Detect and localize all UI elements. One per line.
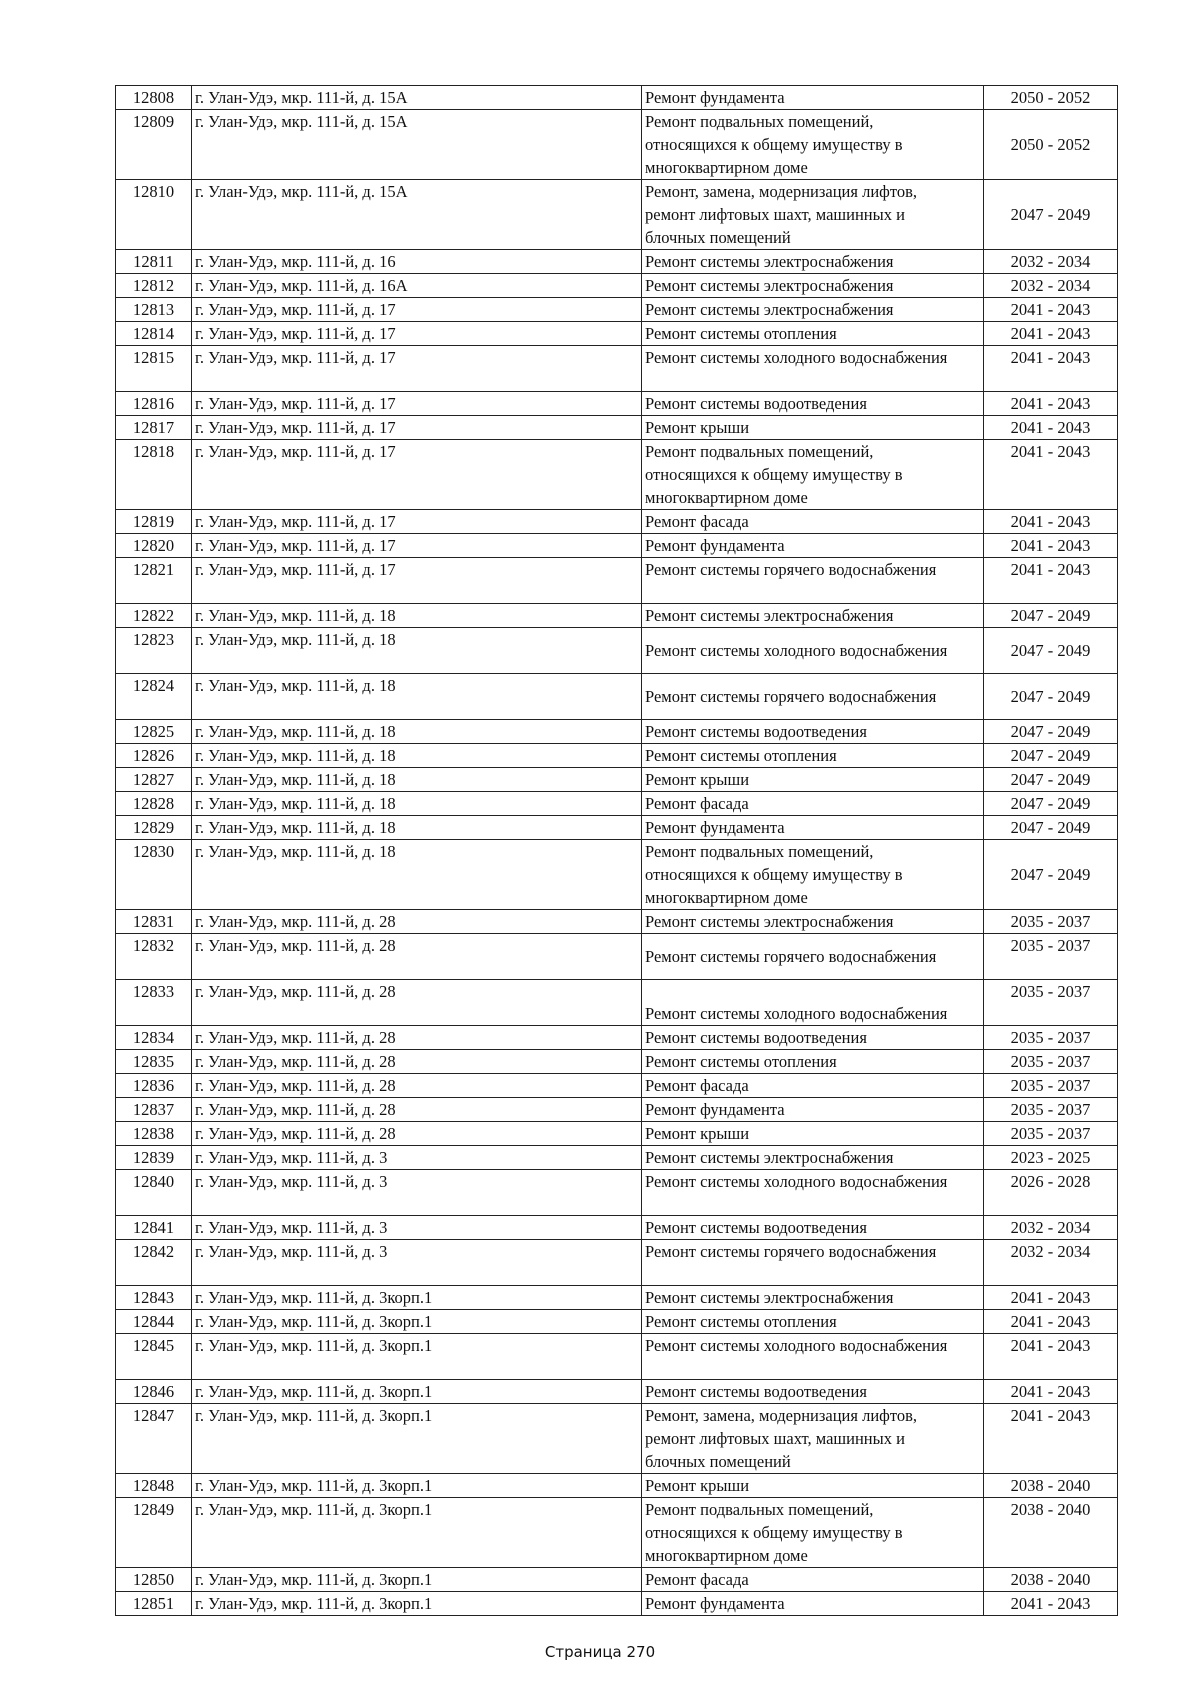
row-number-cell: 12838 — [116, 1122, 192, 1146]
address-cell: г. Улан-Удэ, мкр. 111-й, д. 28 — [192, 1050, 642, 1074]
row-number-cell: 12810 — [116, 180, 192, 250]
address-cell: г. Улан-Удэ, мкр. 111-й, д. 3корп.1 — [192, 1474, 642, 1498]
period-cell: 2032 - 2034 — [984, 1240, 1118, 1286]
work-type-cell: Ремонт системы холодного водоснабжения — [642, 628, 984, 674]
work-type-cell: Ремонт системы холодного водоснабжения — [642, 346, 984, 392]
address-cell: г. Улан-Удэ, мкр. 111-й, д. 17 — [192, 298, 642, 322]
period-cell: 2041 - 2043 — [984, 1334, 1118, 1380]
address-cell: г. Улан-Удэ, мкр. 111-й, д. 18 — [192, 840, 642, 910]
work-type-cell: Ремонт системы водоотведения — [642, 720, 984, 744]
period-cell: 2047 - 2049 — [984, 674, 1118, 720]
work-type-cell: Ремонт подвальных помещений, относящихся к общему имуществу в многоквартирном доме — [642, 1498, 984, 1568]
row-number-cell: 12823 — [116, 628, 192, 674]
row-number-cell: 12845 — [116, 1334, 192, 1380]
row-number-cell: 12832 — [116, 934, 192, 980]
row-number-cell: 12811 — [116, 250, 192, 274]
row-number-cell: 12830 — [116, 840, 192, 910]
address-cell: г. Улан-Удэ, мкр. 111-й, д. 3корп.1 — [192, 1592, 642, 1616]
address-cell: г. Улан-Удэ, мкр. 111-й, д. 16 — [192, 250, 642, 274]
work-type-cell: Ремонт системы электроснабжения — [642, 274, 984, 298]
row-number-cell: 12842 — [116, 1240, 192, 1286]
work-type-cell: Ремонт системы холодного водоснабжения — [642, 1334, 984, 1380]
table-row — [116, 1380, 1118, 1404]
work-type-cell: Ремонт системы электроснабжения — [642, 910, 984, 934]
work-type-cell: Ремонт фундамента — [642, 816, 984, 840]
address-cell: г. Улан-Удэ, мкр. 111-й, д. 28 — [192, 980, 642, 1026]
work-type-cell: Ремонт фундамента — [642, 1098, 984, 1122]
row-number-cell: 12848 — [116, 1474, 192, 1498]
row-number-cell: 12822 — [116, 604, 192, 628]
table-row — [116, 674, 1118, 720]
work-type-cell: Ремонт системы холодного водоснабжения — [642, 980, 984, 1026]
address-cell: г. Улан-Удэ, мкр. 111-й, д. 28 — [192, 910, 642, 934]
address-cell: г. Улан-Удэ, мкр. 111-й, д. 28 — [192, 1122, 642, 1146]
work-type-cell: Ремонт крыши — [642, 1474, 984, 1498]
row-number-cell: 12831 — [116, 910, 192, 934]
period-cell: 2035 - 2037 — [984, 1122, 1118, 1146]
table-row — [116, 1146, 1118, 1170]
address-cell: г. Улан-Удэ, мкр. 111-й, д. 15А — [192, 86, 642, 110]
row-number-cell: 12814 — [116, 322, 192, 346]
work-type-cell: Ремонт системы горячего водоснабжения — [642, 674, 984, 720]
address-cell: г. Улан-Удэ, мкр. 111-й, д. 18 — [192, 816, 642, 840]
work-type-cell: Ремонт фасада — [642, 1074, 984, 1098]
work-type-cell: Ремонт фундамента — [642, 534, 984, 558]
period-cell: 2041 - 2043 — [984, 346, 1118, 392]
table-row — [116, 416, 1118, 440]
row-number-cell: 12847 — [116, 1404, 192, 1474]
row-number-cell: 12818 — [116, 440, 192, 510]
period-cell: 2041 - 2043 — [984, 558, 1118, 604]
table-row — [116, 816, 1118, 840]
work-type-cell: Ремонт системы электроснабжения — [642, 1146, 984, 1170]
period-cell: 2038 - 2040 — [984, 1474, 1118, 1498]
table-row — [116, 604, 1118, 628]
address-cell: г. Улан-Удэ, мкр. 111-й, д. 17 — [192, 558, 642, 604]
period-cell: 2041 - 2043 — [984, 392, 1118, 416]
address-cell: г. Улан-Удэ, мкр. 111-й, д. 3корп.1 — [192, 1310, 642, 1334]
table-row — [116, 1286, 1118, 1310]
period-cell: 2047 - 2049 — [984, 768, 1118, 792]
work-type-cell: Ремонт системы водоотведения — [642, 392, 984, 416]
work-type-cell: Ремонт фасада — [642, 1568, 984, 1592]
period-cell: 2041 - 2043 — [984, 298, 1118, 322]
address-cell: г. Улан-Удэ, мкр. 111-й, д. 18 — [192, 628, 642, 674]
address-cell: г. Улан-Удэ, мкр. 111-й, д. 16А — [192, 274, 642, 298]
address-cell: г. Улан-Удэ, мкр. 111-й, д. 17 — [192, 346, 642, 392]
address-cell: г. Улан-Удэ, мкр. 111-й, д. 3корп.1 — [192, 1334, 642, 1380]
period-cell: 2041 - 2043 — [984, 1380, 1118, 1404]
address-cell: г. Улан-Удэ, мкр. 111-й, д. 17 — [192, 392, 642, 416]
row-number-cell: 12849 — [116, 1498, 192, 1568]
row-number-cell: 12820 — [116, 534, 192, 558]
period-cell: 2047 - 2049 — [984, 816, 1118, 840]
row-number-cell: 12819 — [116, 510, 192, 534]
table-row — [116, 1498, 1118, 1568]
row-number-cell: 12840 — [116, 1170, 192, 1216]
period-cell: 2035 - 2037 — [984, 910, 1118, 934]
period-cell: 2035 - 2037 — [984, 1098, 1118, 1122]
work-type-cell: Ремонт системы холодного водоснабжения — [642, 1170, 984, 1216]
table-row — [116, 440, 1118, 510]
address-cell: г. Улан-Удэ, мкр. 111-й, д. 28 — [192, 934, 642, 980]
period-cell: 2041 - 2043 — [984, 440, 1118, 510]
period-cell: 2032 - 2034 — [984, 250, 1118, 274]
address-cell: г. Улан-Удэ, мкр. 111-й, д. 28 — [192, 1074, 642, 1098]
period-cell: 2047 - 2049 — [984, 628, 1118, 674]
work-type-cell: Ремонт крыши — [642, 1122, 984, 1146]
table-row — [116, 322, 1118, 346]
work-type-cell: Ремонт фундамента — [642, 1592, 984, 1616]
period-cell: 2041 - 2043 — [984, 1404, 1118, 1474]
period-cell: 2035 - 2037 — [984, 1074, 1118, 1098]
table-row — [116, 274, 1118, 298]
row-number-cell: 12843 — [116, 1286, 192, 1310]
period-cell: 2035 - 2037 — [984, 1026, 1118, 1050]
period-cell: 2041 - 2043 — [984, 1310, 1118, 1334]
address-cell: г. Улан-Удэ, мкр. 111-й, д. 3корп.1 — [192, 1568, 642, 1592]
row-number-cell: 12827 — [116, 768, 192, 792]
table-row — [116, 558, 1118, 604]
work-type-cell: Ремонт фасада — [642, 510, 984, 534]
work-type-cell: Ремонт системы горячего водоснабжения — [642, 558, 984, 604]
period-cell: 2041 - 2043 — [984, 416, 1118, 440]
period-cell: 2041 - 2043 — [984, 534, 1118, 558]
table-row — [116, 1592, 1118, 1616]
work-type-cell: Ремонт подвальных помещений, относящихся к общему имуществу в многоквартирном доме — [642, 110, 984, 180]
period-cell: 2047 - 2049 — [984, 720, 1118, 744]
period-cell: 2032 - 2034 — [984, 1216, 1118, 1240]
period-cell: 2026 - 2028 — [984, 1170, 1118, 1216]
table-row — [116, 180, 1118, 250]
table-row — [116, 1404, 1118, 1474]
row-number-cell: 12817 — [116, 416, 192, 440]
address-cell: г. Улан-Удэ, мкр. 111-й, д. 28 — [192, 1098, 642, 1122]
period-cell: 2047 - 2049 — [984, 180, 1118, 250]
work-type-cell: Ремонт системы горячего водоснабжения — [642, 934, 984, 980]
address-cell: г. Улан-Удэ, мкр. 111-й, д. 15А — [192, 110, 642, 180]
work-type-cell: Ремонт системы электроснабжения — [642, 1286, 984, 1310]
period-cell: 2041 - 2043 — [984, 1592, 1118, 1616]
table-row — [116, 1568, 1118, 1592]
row-number-cell: 12813 — [116, 298, 192, 322]
work-type-cell: Ремонт системы электроснабжения — [642, 298, 984, 322]
work-type-cell: Ремонт системы отопления — [642, 1050, 984, 1074]
address-cell: г. Улан-Удэ, мкр. 111-й, д. 18 — [192, 604, 642, 628]
address-cell: г. Улан-Удэ, мкр. 111-й, д. 18 — [192, 674, 642, 720]
address-cell: г. Улан-Удэ, мкр. 111-й, д. 3корп.1 — [192, 1380, 642, 1404]
row-number-cell: 12808 — [116, 86, 192, 110]
address-cell: г. Улан-Удэ, мкр. 111-й, д. 17 — [192, 416, 642, 440]
period-cell: 2041 - 2043 — [984, 510, 1118, 534]
address-cell: г. Улан-Удэ, мкр. 111-й, д. 3корп.1 — [192, 1286, 642, 1310]
row-number-cell: 12834 — [116, 1026, 192, 1050]
row-number-cell: 12816 — [116, 392, 192, 416]
work-type-cell: Ремонт крыши — [642, 416, 984, 440]
table-row — [116, 768, 1118, 792]
repair-schedule-table — [115, 85, 1118, 1616]
row-number-cell: 12815 — [116, 346, 192, 392]
address-cell: г. Улан-Удэ, мкр. 111-й, д. 15А — [192, 180, 642, 250]
period-cell: 2035 - 2037 — [984, 934, 1118, 980]
table-row — [116, 744, 1118, 768]
row-number-cell: 12809 — [116, 110, 192, 180]
table-row — [116, 392, 1118, 416]
address-cell: г. Улан-Удэ, мкр. 111-й, д. 18 — [192, 792, 642, 816]
period-cell: 2038 - 2040 — [984, 1498, 1118, 1568]
address-cell: г. Улан-Удэ, мкр. 111-й, д. 28 — [192, 1026, 642, 1050]
work-type-cell: Ремонт системы водоотведения — [642, 1026, 984, 1050]
table-row — [116, 840, 1118, 910]
work-type-cell: Ремонт, замена, модернизация лифтов, ремонт лифтовых шахт, машинных и блочных помещений — [642, 180, 984, 250]
address-cell: г. Улан-Удэ, мкр. 111-й, д. 3 — [192, 1146, 642, 1170]
table-row — [116, 110, 1118, 180]
period-cell: 2047 - 2049 — [984, 744, 1118, 768]
table-row — [116, 628, 1118, 674]
table-row — [116, 250, 1118, 274]
row-number-cell: 12837 — [116, 1098, 192, 1122]
table-row — [116, 1026, 1118, 1050]
work-type-cell: Ремонт системы электроснабжения — [642, 250, 984, 274]
address-cell: г. Улан-Удэ, мкр. 111-й, д. 3корп.1 — [192, 1498, 642, 1568]
address-cell: г. Улан-Удэ, мкр. 111-й, д. 3 — [192, 1170, 642, 1216]
work-type-cell: Ремонт системы отопления — [642, 322, 984, 346]
table-row — [116, 980, 1118, 1026]
row-number-cell: 12812 — [116, 274, 192, 298]
row-number-cell: 12846 — [116, 1380, 192, 1404]
work-type-cell: Ремонт фасада — [642, 792, 984, 816]
table-row — [116, 1216, 1118, 1240]
address-cell: г. Улан-Удэ, мкр. 111-й, д. 3корп.1 — [192, 1404, 642, 1474]
table-row — [116, 1098, 1118, 1122]
row-number-cell: 12844 — [116, 1310, 192, 1334]
table-row — [116, 534, 1118, 558]
period-cell: 2038 - 2040 — [984, 1568, 1118, 1592]
address-cell: г. Улан-Удэ, мкр. 111-й, д. 18 — [192, 768, 642, 792]
page-number: Страница 270 — [544, 1643, 656, 1661]
table-row — [116, 1170, 1118, 1216]
period-cell: 2041 - 2043 — [984, 1286, 1118, 1310]
table-row — [116, 86, 1118, 110]
address-cell: г. Улан-Удэ, мкр. 111-й, д. 17 — [192, 510, 642, 534]
table-row — [116, 720, 1118, 744]
period-cell: 2035 - 2037 — [984, 980, 1118, 1026]
table-row — [116, 1050, 1118, 1074]
work-type-cell: Ремонт системы водоотведения — [642, 1216, 984, 1240]
period-cell: 2047 - 2049 — [984, 792, 1118, 816]
row-number-cell: 12833 — [116, 980, 192, 1026]
address-cell: г. Улан-Удэ, мкр. 111-й, д. 17 — [192, 534, 642, 558]
table-row — [116, 510, 1118, 534]
row-number-cell: 12824 — [116, 674, 192, 720]
row-number-cell: 12839 — [116, 1146, 192, 1170]
work-type-cell: Ремонт фундамента — [642, 86, 984, 110]
period-cell: 2050 - 2052 — [984, 110, 1118, 180]
work-type-cell: Ремонт системы отопления — [642, 744, 984, 768]
row-number-cell: 12821 — [116, 558, 192, 604]
table-row — [116, 792, 1118, 816]
address-cell: г. Улан-Удэ, мкр. 111-й, д. 18 — [192, 744, 642, 768]
table-row — [116, 934, 1118, 980]
table-row — [116, 1474, 1118, 1498]
table-row — [116, 910, 1118, 934]
row-number-cell: 12835 — [116, 1050, 192, 1074]
work-type-cell: Ремонт подвальных помещений, относящихся к общему имуществу в многоквартирном доме — [642, 840, 984, 910]
table-row — [116, 298, 1118, 322]
row-number-cell: 12850 — [116, 1568, 192, 1592]
row-number-cell: 12829 — [116, 816, 192, 840]
table-row — [116, 346, 1118, 392]
table-body — [116, 86, 1118, 1616]
period-cell: 2023 - 2025 — [984, 1146, 1118, 1170]
table-row — [116, 1310, 1118, 1334]
period-cell: 2047 - 2049 — [984, 604, 1118, 628]
period-cell: 2032 - 2034 — [984, 274, 1118, 298]
period-cell: 2050 - 2052 — [984, 86, 1118, 110]
work-type-cell: Ремонт системы водоотведения — [642, 1380, 984, 1404]
table-row — [116, 1122, 1118, 1146]
row-number-cell: 12825 — [116, 720, 192, 744]
row-number-cell: 12828 — [116, 792, 192, 816]
table-row — [116, 1074, 1118, 1098]
work-type-cell: Ремонт системы горячего водоснабжения — [642, 1240, 984, 1286]
row-number-cell: 12836 — [116, 1074, 192, 1098]
address-cell: г. Улан-Удэ, мкр. 111-й, д. 17 — [192, 440, 642, 510]
table-row — [116, 1240, 1118, 1286]
period-cell: 2035 - 2037 — [984, 1050, 1118, 1074]
address-cell: г. Улан-Удэ, мкр. 111-й, д. 18 — [192, 720, 642, 744]
row-number-cell: 12826 — [116, 744, 192, 768]
work-type-cell: Ремонт, замена, модернизация лифтов, ремонт лифтовых шахт, машинных и блочных помещений — [642, 1404, 984, 1474]
address-cell: г. Улан-Удэ, мкр. 111-й, д. 3 — [192, 1240, 642, 1286]
work-type-cell: Ремонт системы электроснабжения — [642, 604, 984, 628]
table-row — [116, 1334, 1118, 1380]
address-cell: г. Улан-Удэ, мкр. 111-й, д. 17 — [192, 322, 642, 346]
address-cell: г. Улан-Удэ, мкр. 111-й, д. 3 — [192, 1216, 642, 1240]
period-cell: 2041 - 2043 — [984, 322, 1118, 346]
work-type-cell: Ремонт крыши — [642, 768, 984, 792]
row-number-cell: 12841 — [116, 1216, 192, 1240]
period-cell: 2047 - 2049 — [984, 840, 1118, 910]
row-number-cell: 12851 — [116, 1592, 192, 1616]
work-type-cell: Ремонт системы отопления — [642, 1310, 984, 1334]
work-type-cell: Ремонт подвальных помещений, относящихся к общему имуществу в многоквартирном доме — [642, 440, 984, 510]
